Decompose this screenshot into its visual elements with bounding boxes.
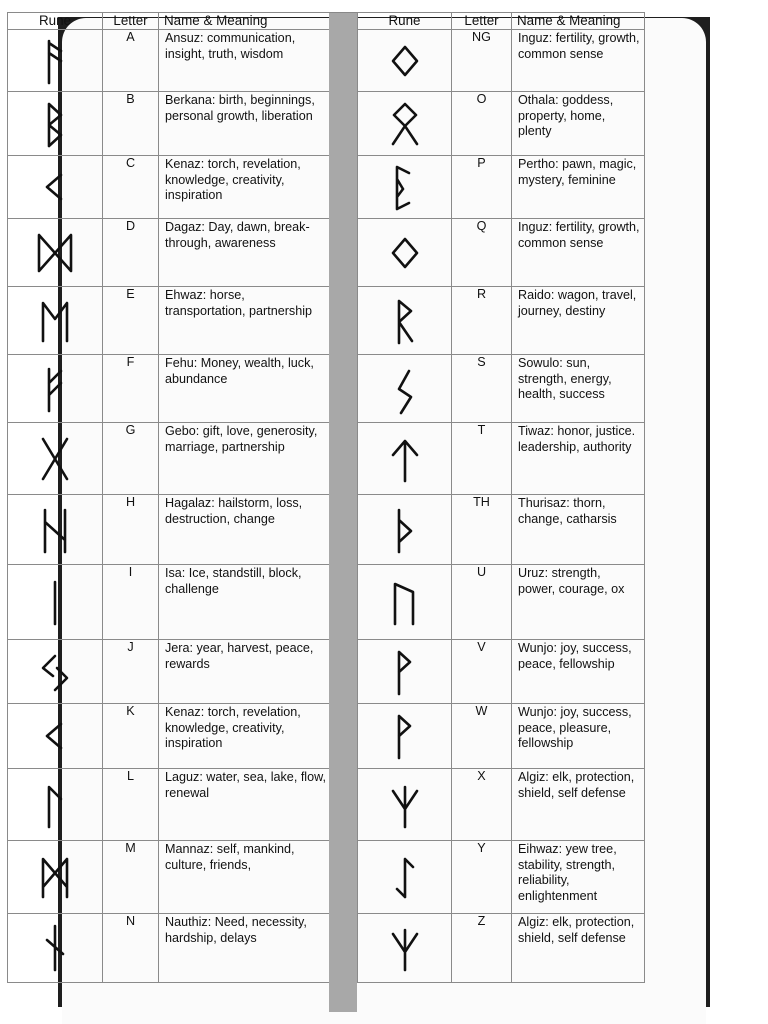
inguz-rune-icon (385, 35, 425, 87)
rune-cell (8, 156, 103, 219)
rune-cell (8, 423, 103, 495)
ansuz-rune-icon (35, 35, 75, 87)
letter-cell: Q (452, 219, 512, 287)
rune-row (8, 495, 330, 565)
right-rune-table (357, 12, 645, 983)
letter-cell: A (103, 30, 159, 92)
meaning-cell: Tiwaz: honor, justice. leadership, authority (512, 423, 645, 495)
gebo-rune-icon (35, 433, 75, 485)
rune-row (8, 156, 330, 219)
meaning-cell: Raido: wagon, travel, journey, destiny (512, 287, 645, 355)
rune-table-grid (18, 12, 694, 1012)
rune-cell (8, 495, 103, 565)
rune-cell (358, 914, 452, 983)
letter-cell: I (103, 565, 159, 640)
meaning-cell: Wunjo: joy, success, peace, pleasure, fellowship (512, 704, 645, 769)
rune-row (358, 156, 645, 219)
rune-cell (358, 30, 452, 92)
letter-cell: D (103, 219, 159, 287)
letter-cell: T (452, 423, 512, 495)
meaning-cell: Kenaz: torch, revelation, knowledge, creativity, inspiration (159, 704, 330, 769)
rune-column-header: Rune (8, 13, 103, 30)
letter-cell: C (103, 156, 159, 219)
rune-row (358, 914, 645, 983)
letter-cell: V (452, 640, 512, 704)
meaning-cell: Ansuz: communication, insight, truth, wisdom (159, 30, 330, 92)
letter-cell: NG (452, 30, 512, 92)
rune-row (8, 287, 330, 355)
left-table-section (7, 12, 329, 1012)
letter-cell: E (103, 287, 159, 355)
rune-cell (358, 92, 452, 156)
meaning-cell: Pertho: pawn, magic, mystery, feminine (512, 156, 645, 219)
letter-column-header: Letter (452, 13, 512, 30)
meaning-cell: Sowulo: sun, strength, energy, health, success (512, 355, 645, 423)
rune-cell (8, 355, 103, 423)
letter-cell: Z (452, 914, 512, 983)
letter-cell: S (452, 355, 512, 423)
letter-column-header: Letter (103, 13, 159, 30)
letter-cell: J (103, 640, 159, 704)
inguz-rune-icon (385, 227, 425, 279)
letter-cell: K (103, 704, 159, 769)
meaning-cell: Inguz: fertility, growth, common sense (512, 219, 645, 287)
letter-cell: B (103, 92, 159, 156)
rune-cell (8, 769, 103, 841)
meaning-cell: Ehwaz: horse, transportation, partnership (159, 287, 330, 355)
rune-row (358, 30, 645, 92)
rune-row (8, 769, 330, 841)
rune-cell (8, 92, 103, 156)
rune-cell (8, 914, 103, 983)
meaning-cell: Isa: Ice, standstill, block, challenge (159, 565, 330, 640)
rune-cell (8, 565, 103, 640)
rune-row (358, 92, 645, 156)
meaning-cell: Gebo: gift, love, generosity, marriage, partnership (159, 423, 330, 495)
rune-row (358, 640, 645, 704)
meaning-cell: Othala: goddess, property, home, plenty (512, 92, 645, 156)
rune-column-header: Rune (358, 13, 452, 30)
sowulo-rune-icon (385, 363, 425, 415)
rune-cell (358, 640, 452, 704)
rune-row (358, 355, 645, 423)
raido-rune-icon (385, 295, 425, 347)
rune-cell (358, 156, 452, 219)
rune-cell (358, 565, 452, 640)
rune-row (8, 219, 330, 287)
meaning-cell: Dagaz: Day, dawn, break-through, awareness (159, 219, 330, 287)
eihwaz-rune-icon (385, 851, 425, 903)
rune-row (8, 565, 330, 640)
wunjo-rune-icon (385, 710, 425, 762)
right-table-section (357, 12, 644, 1012)
meaning-cell: Hagalaz: hailstorm, loss, destruction, change (159, 495, 330, 565)
meaning-column-header: Name & Meaning (512, 13, 645, 30)
rune-row (358, 841, 645, 914)
rune-row (358, 565, 645, 640)
rune-row (8, 30, 330, 92)
letter-cell: G (103, 423, 159, 495)
uruz-rune-icon (385, 576, 425, 628)
meaning-cell: Jera: year, harvest, peace, rewards (159, 640, 330, 704)
rune-cell (358, 495, 452, 565)
letter-cell: M (103, 841, 159, 914)
berkana-rune-icon (35, 98, 75, 150)
mannaz-rune-icon (35, 851, 75, 903)
rune-row (8, 841, 330, 914)
rune-cell (8, 287, 103, 355)
rune-row (8, 640, 330, 704)
rune-row (358, 219, 645, 287)
right-header-row (358, 13, 645, 30)
hagalaz-rune-icon (35, 504, 75, 556)
meaning-cell: Laguz: water, sea, lake, flow, renewal (159, 769, 330, 841)
meaning-cell: Algiz: elk, protection, shield, self defense (512, 914, 645, 983)
letter-cell: F (103, 355, 159, 423)
rune-row (358, 287, 645, 355)
meaning-cell: Kenaz: torch, revelation, knowledge, creativity, inspiration (159, 156, 330, 219)
rune-row (8, 355, 330, 423)
ehwaz-rune-icon (35, 295, 75, 347)
meaning-cell: Uruz: strength, power, courage, ox (512, 565, 645, 640)
letter-cell: O (452, 92, 512, 156)
meaning-cell: Nauthiz: Need, necessity, hardship, delays (159, 914, 330, 983)
meaning-cell: Thurisaz: thorn, change, catharsis (512, 495, 645, 565)
isa-rune-icon (35, 576, 75, 628)
left-header-row (8, 13, 330, 30)
letter-cell: H (103, 495, 159, 565)
meaning-column-header: Name & Meaning (159, 13, 330, 30)
algiz-rune-icon (385, 922, 425, 974)
rune-row (358, 769, 645, 841)
nauthiz-rune-icon (35, 922, 75, 974)
rune-row (8, 423, 330, 495)
rune-cell (8, 640, 103, 704)
rune-row (358, 423, 645, 495)
dagaz-rune-icon (35, 227, 75, 279)
meaning-cell: Berkana: birth, beginnings, personal growth, liberation (159, 92, 330, 156)
letter-cell: R (452, 287, 512, 355)
rune-row (8, 914, 330, 983)
jera-rune-icon (35, 646, 75, 698)
rune-cell (358, 423, 452, 495)
rune-row (8, 704, 330, 769)
letter-cell: Y (452, 841, 512, 914)
rune-row (358, 704, 645, 769)
rune-row (8, 92, 330, 156)
tiwaz-rune-icon (385, 433, 425, 485)
rune-cell (8, 841, 103, 914)
kenaz-rune-icon (35, 710, 75, 762)
rune-cell (358, 769, 452, 841)
rune-cell (358, 704, 452, 769)
algiz-rune-icon (385, 779, 425, 831)
letter-cell: U (452, 565, 512, 640)
fehu-rune-icon (35, 363, 75, 415)
kenaz-rune-icon (35, 161, 75, 213)
letter-cell: TH (452, 495, 512, 565)
letter-cell: L (103, 769, 159, 841)
letter-cell: W (452, 704, 512, 769)
rune-cell (358, 355, 452, 423)
wunjo-rune-icon (385, 646, 425, 698)
laguz-rune-icon (35, 779, 75, 831)
rune-cell (358, 219, 452, 287)
rune-row (358, 495, 645, 565)
rune-cell (358, 841, 452, 914)
rune-cell (8, 704, 103, 769)
rune-cell (8, 30, 103, 92)
thurisaz-rune-icon (385, 504, 425, 556)
left-rune-table (7, 12, 330, 983)
pertho-rune-icon (385, 161, 425, 213)
meaning-cell: Mannaz: self, mankind, culture, friends, (159, 841, 330, 914)
meaning-cell: Inguz: fertility, growth, common sense (512, 30, 645, 92)
meaning-cell: Fehu: Money, wealth, luck, abundance (159, 355, 330, 423)
letter-cell: X (452, 769, 512, 841)
rune-cell (8, 219, 103, 287)
meaning-cell: Algiz: elk, protection, shield, self defense (512, 769, 645, 841)
meaning-cell: Eihwaz: yew tree, stability, strength, reliability, enlightenment (512, 841, 645, 914)
meaning-cell: Wunjo: joy, success, peace, fellowship (512, 640, 645, 704)
table-divider (329, 12, 357, 1012)
rune-cell (358, 287, 452, 355)
letter-cell: N (103, 914, 159, 983)
letter-cell: P (452, 156, 512, 219)
othala-rune-icon (385, 98, 425, 150)
